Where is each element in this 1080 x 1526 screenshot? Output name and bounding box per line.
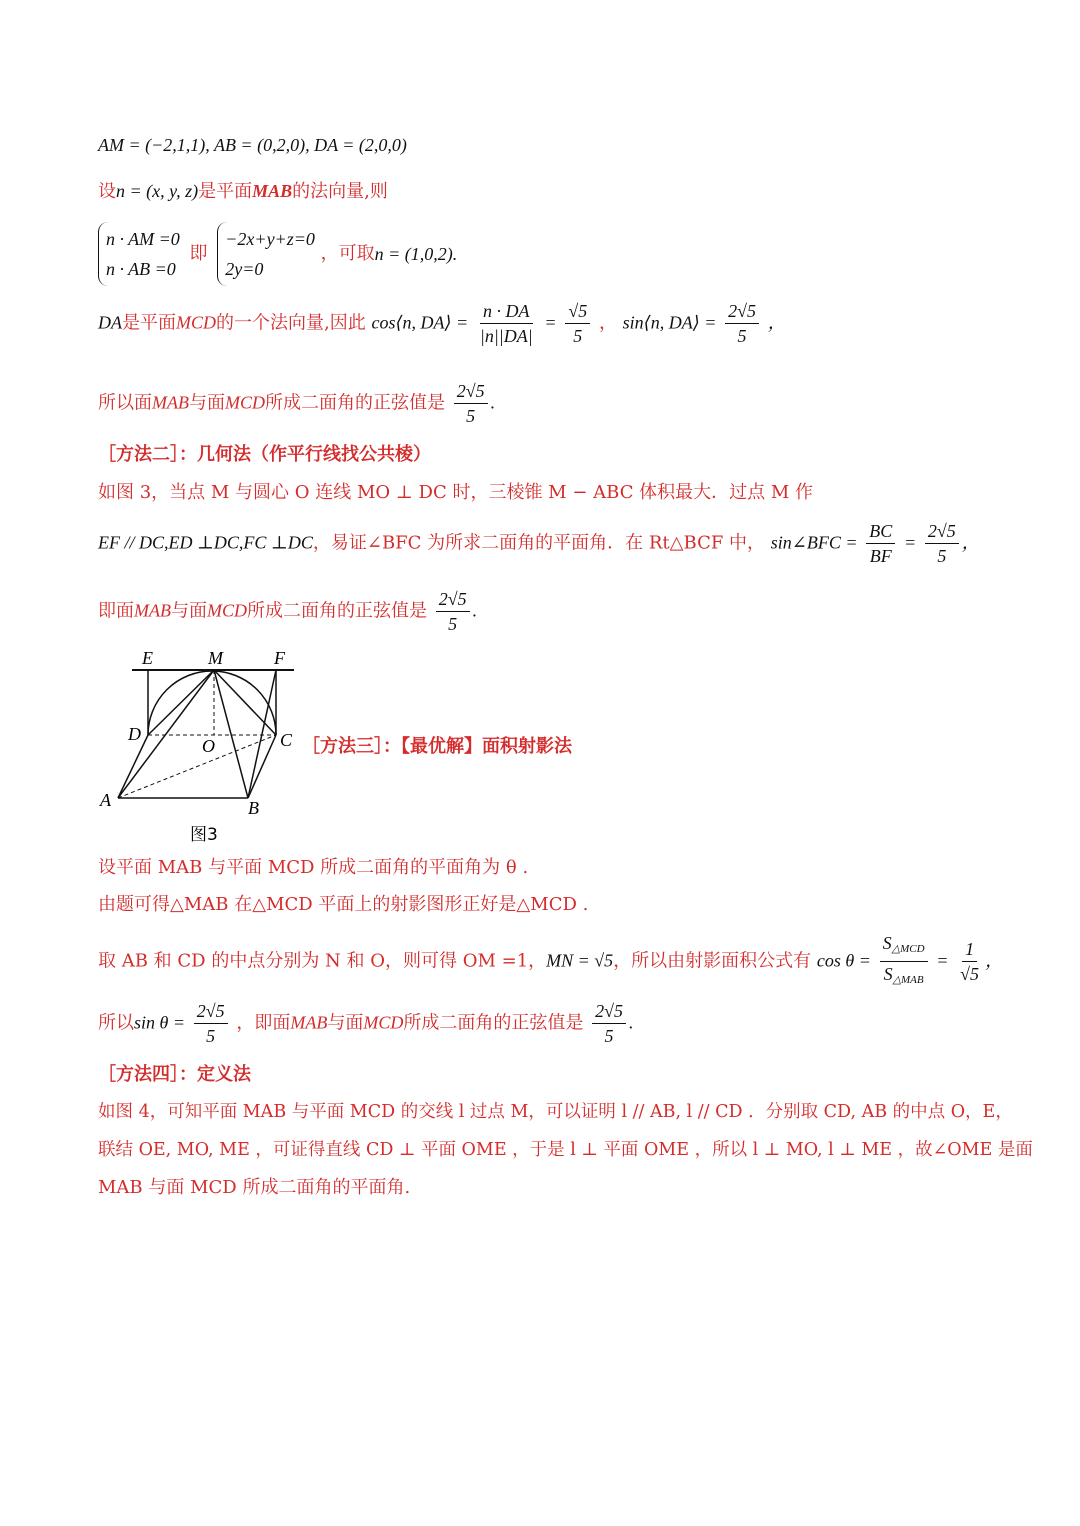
label-A: A: [100, 790, 111, 810]
method-4-heading: ［方法四］：定义法: [98, 1064, 251, 1085]
label-M: M: [208, 648, 223, 668]
label-B: B: [248, 798, 259, 818]
method-3-line-3: 取 AB 和 CD 的中点分别为 N 和 O，则可得 OM =1，MN = √5，所以由射影面积公式有 cos θ = $\frac{S_{\triangle MCD}}{S_{\triangle MAB}}$ = $\frac{1}{√5}$ ，: [98, 933, 1004, 986]
equation-system: n · AM =0 n · AB =0 即 −2x+y+z=0 2y=0 ，可取n = (1,0,2).: [98, 222, 457, 286]
label-F: F: [274, 648, 285, 668]
method-4-line-3: MAB 与面 MCD 所成二面角的平面角.: [98, 1177, 411, 1198]
normal-vector-setup: 设n = (x, y, z)是平面MAB的法向量,则: [98, 181, 388, 202]
method-4-line-1: 如图 4，可知平面 MAB 与平面 MCD 的交线 l 过点 M，可以证明 l // AB, l // CD ．分别取 CD, AB 的中点 O，E，: [98, 1102, 1013, 1122]
figure-caption: 图3: [190, 825, 218, 845]
cosine-formula: DA是平面MCD的一个法向量,因此 cos⟨n, DA⟩ = $\frac{n \cdot DA}{|n||DA|}$ = $\frac{√5}{5}$ ， sin⟨n, DA⟩ = $\frac{2√5}{5}$ ，: [98, 301, 786, 346]
cos-fraction: $\frac{n \cdot DA}{|n||DA|}$: [479, 301, 533, 346]
method-3-heading: ［方法三］：【最优解】面积射影法: [302, 736, 572, 757]
figure-3-diagram: [98, 640, 298, 850]
method-2-line-2: EF // DC,ED ⊥DC,FC ⊥DC，易证∠BFC 为所求二面角的平面角．在 Rt△BCF 中， sin∠BFC = $\frac{BC}{BF}$ = $\frac{2√5}{5}$ ，: [98, 521, 980, 566]
label-C: C: [280, 730, 293, 750]
method-2-heading: ［方法二］：几何法（作平行线找公共棱）: [98, 444, 431, 465]
label-D: D: [128, 724, 141, 744]
label-O: O: [202, 736, 215, 756]
method-4-line-2: 联结 OE, MO, ME ，可证得直线 CD ⊥ 平面 OME ，于是 l ⊥ 平面 OME ，所以 l ⊥ MO, l ⊥ ME ，故∠OME 是面: [98, 1140, 1033, 1160]
label-E: E: [142, 648, 153, 668]
method-3-line-2: 由题可得△MAB 在△MCD 平面上的射影图形正好是△MCD .: [98, 894, 589, 915]
vector-coordinates: AM = (−2,1,1), AB = (0,2,0), DA = (2,0,0): [98, 135, 407, 155]
method-2-line-1: 如图 3，当点 M 与圆心 O 连线 MO ⊥ DC 时，三棱锥 M − ABC 体积最大．过点 M 作: [98, 482, 814, 503]
method-3-line-1: 设平面 MAB 与平面 MCD 所成二面角的平面角为 θ .: [98, 857, 529, 878]
method-3-conclusion: 所以sin θ = $\frac{2√5}{5}$ ，即面MAB与面MCD所成二面角的正弦值是 $\frac{2√5}{5}$ .: [98, 1001, 634, 1046]
method-2-conclusion: 即面MAB与面MCD所成二面角的正弦值是 $\frac{2√5}{5}$ .: [98, 589, 478, 634]
conclusion-method-1: 所以面MAB与面MCD所成二面角的正弦值是 $\frac{2√5}{5}$ .: [98, 381, 496, 426]
